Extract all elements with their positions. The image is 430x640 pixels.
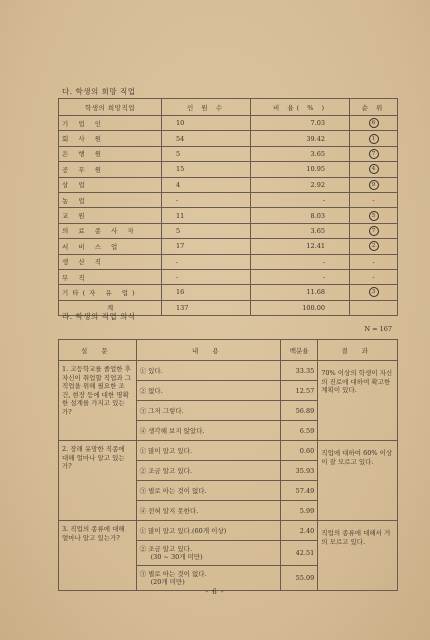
percent-cell: 56.89 <box>281 401 318 421</box>
rank-cell: - <box>350 269 398 284</box>
count-cell: 11 <box>162 208 251 223</box>
rank-badge: 4 <box>369 164 379 174</box>
table-row <box>59 269 398 284</box>
rank-cell <box>350 223 398 238</box>
table-row <box>59 208 398 223</box>
option-cell <box>136 441 281 461</box>
table-row <box>59 239 398 254</box>
question-text: 1. 고등학교를 졸업한 후 자신이 취업할 직업과 그 직업을 위해 필요한 조건, 현장 등에 대한 명확한 설계를 가지고 있는가? <box>59 361 137 441</box>
section-b-title: 라. 학생의 직업 의식 <box>62 312 136 321</box>
option-cell <box>136 381 281 401</box>
rank-cell <box>350 131 398 146</box>
table-row <box>59 116 398 131</box>
option-cell <box>136 566 281 591</box>
option-text: 별로 아는 것이 없다. <box>148 570 207 578</box>
percent-cell: 11.68 <box>251 285 350 300</box>
option-subtext: (30 ~ 30개 미만) <box>150 553 203 561</box>
percent-cell: - <box>251 269 350 284</box>
percent-cell: 42.51 <box>281 541 318 566</box>
count-cell: 5 <box>162 223 251 238</box>
percent-cell: 33.35 <box>281 361 318 381</box>
percent-cell: 12.57 <box>281 381 318 401</box>
rank-cell <box>350 285 398 300</box>
option-text: 없다. <box>148 387 163 395</box>
table-row <box>59 131 398 146</box>
count-cell: 54 <box>162 131 251 146</box>
career-awareness-table <box>58 339 398 591</box>
page-number: - 6 - <box>205 588 225 596</box>
result-text: 직업에 대하여 60% 이상이 잘 모르고 있다. <box>318 441 398 521</box>
percent-cell: - <box>251 192 350 207</box>
header-percent: 비 율( % ) <box>251 99 350 116</box>
table-header-row <box>59 340 398 361</box>
table-row <box>59 192 398 207</box>
header-question: 설 문 <box>59 340 137 361</box>
percent-cell: 39.42 <box>251 131 350 146</box>
percent-cell: 3.65 <box>251 223 350 238</box>
question-text: 3. 직업의 종류에 대해 얼마나 알고 있는가? <box>59 521 137 591</box>
occupation-cell: 상 업 <box>59 177 162 192</box>
option-cell <box>136 421 281 441</box>
rank-cell <box>350 239 398 254</box>
percent-cell: 35.93 <box>281 461 318 481</box>
career-hope-table <box>58 98 398 316</box>
header-count: 인 원 수 <box>162 99 251 116</box>
rank-cell: - <box>350 192 398 207</box>
header-content: 내 용 <box>136 340 281 361</box>
result-text: 직업의 종류에 대해서 거의 모르고 있다. <box>318 521 398 591</box>
count-cell: 4 <box>162 177 251 192</box>
option-subtext: (20개 미만) <box>150 578 185 586</box>
rank-badge: 7 <box>369 149 379 159</box>
occupation-cell: 의 료 종 사 자 <box>59 223 162 238</box>
occupation-cell: 공 무 원 <box>59 162 162 177</box>
occupation-cell: 회 사 원 <box>59 131 162 146</box>
table-row <box>59 521 398 541</box>
occupation-cell: 농 업 <box>59 192 162 207</box>
option-text: 전혀 알지 못한다. <box>148 507 199 515</box>
table-row <box>59 177 398 192</box>
table-row <box>59 162 398 177</box>
rank-badge: 2 <box>369 241 379 251</box>
option-text: 그저 그렇다. <box>148 407 184 415</box>
count-cell: 16 <box>162 285 251 300</box>
option-number: ③ <box>139 407 147 415</box>
percent-cell: 2.92 <box>251 177 350 192</box>
percent-cell: 7.03 <box>251 116 350 131</box>
sample-size-label: N = 167 <box>364 325 392 333</box>
option-number: ② <box>139 467 147 475</box>
result-text: 70% 이상의 학생이 자신의 진로에 대하여 확고한 계획이 있다. <box>318 361 398 441</box>
table-row <box>59 223 398 238</box>
option-text: 많이 알고 있다. <box>148 447 193 455</box>
count-cell: 5 <box>162 146 251 161</box>
option-number: ④ <box>139 507 147 515</box>
count-cell: 15 <box>162 162 251 177</box>
total-count: 137 <box>162 300 251 315</box>
percent-cell: 3.65 <box>251 146 350 161</box>
table-header-row <box>59 99 398 116</box>
percent-cell: 57.49 <box>281 481 318 501</box>
percent-cell: 10.95 <box>251 162 350 177</box>
percent-cell: 5.99 <box>281 501 318 521</box>
option-number: ② <box>139 387 147 395</box>
count-cell: - <box>162 192 251 207</box>
option-number: ③ <box>139 570 147 578</box>
option-cell <box>136 521 281 541</box>
occupation-cell: 서 비 스 업 <box>59 239 162 254</box>
option-text: 있다. <box>148 367 163 375</box>
rank-cell <box>350 177 398 192</box>
rank-cell <box>350 162 398 177</box>
percent-cell: 55.09 <box>281 566 318 591</box>
option-cell <box>136 461 281 481</box>
total-label: 계 <box>59 300 162 315</box>
rank-badge: 6 <box>369 118 379 128</box>
option-number: ① <box>139 527 147 535</box>
rank-badge: 7 <box>369 226 379 236</box>
occupation-cell: 은 행 원 <box>59 146 162 161</box>
table-row <box>59 441 398 461</box>
rank-cell: - <box>350 254 398 269</box>
rank-badge: 1 <box>369 134 379 144</box>
option-cell <box>136 481 281 501</box>
count-cell: 17 <box>162 239 251 254</box>
total-percent: 100.00 <box>251 300 350 315</box>
occupation-cell: 교 원 <box>59 208 162 223</box>
option-cell <box>136 541 281 566</box>
total-rank <box>350 300 398 315</box>
header-occupation: 학생의 희망직업 <box>59 99 162 116</box>
table-row <box>59 254 398 269</box>
option-number: ③ <box>139 487 147 495</box>
count-cell: - <box>162 269 251 284</box>
percent-cell: 6.59 <box>281 421 318 441</box>
percent-cell: 2.40 <box>281 521 318 541</box>
count-cell: 10 <box>162 116 251 131</box>
option-text: 생각해 보지 않았다. <box>148 427 205 435</box>
option-text: 많이 알고 있다.(60개 이상) <box>148 527 227 535</box>
rank-cell <box>350 146 398 161</box>
option-cell <box>136 501 281 521</box>
rank-cell <box>350 208 398 223</box>
occupation-cell: 무 직 <box>59 269 162 284</box>
option-text: 조금 알고 있다. <box>148 467 193 475</box>
rank-badge: 3 <box>369 287 379 297</box>
table-row <box>59 146 398 161</box>
section-a-title: 다. 학생의 희망 직업 <box>62 87 136 96</box>
option-number: ② <box>139 545 147 553</box>
table-row <box>59 361 398 381</box>
percent-cell: 12.41 <box>251 239 350 254</box>
option-cell <box>136 401 281 421</box>
header-rank: 순 위 <box>350 99 398 116</box>
occupation-cell: 생 산 직 <box>59 254 162 269</box>
header-result: 결 과 <box>318 340 398 361</box>
percent-cell: 0.60 <box>281 441 318 461</box>
rank-badge: 9 <box>369 180 379 190</box>
option-number: ① <box>139 367 147 375</box>
table-row <box>59 285 398 300</box>
header-percent: 백분율 <box>281 340 318 361</box>
rank-badge: 5 <box>369 211 379 221</box>
option-number: ① <box>139 447 147 455</box>
count-cell: - <box>162 254 251 269</box>
option-text: 조금 알고 있다. <box>148 545 193 553</box>
rank-cell <box>350 116 398 131</box>
occupation-cell: 기타(자 유 업) <box>59 285 162 300</box>
option-cell <box>136 361 281 381</box>
occupation-cell: 기 업 인 <box>59 116 162 131</box>
percent-cell: 8.03 <box>251 208 350 223</box>
option-text: 별로 아는 것이 없다. <box>148 487 207 495</box>
question-text: 2. 장래 유망한 직종에 대해 얼마나 알고 있는가? <box>59 441 137 521</box>
percent-cell: - <box>251 254 350 269</box>
option-number: ④ <box>139 427 147 435</box>
